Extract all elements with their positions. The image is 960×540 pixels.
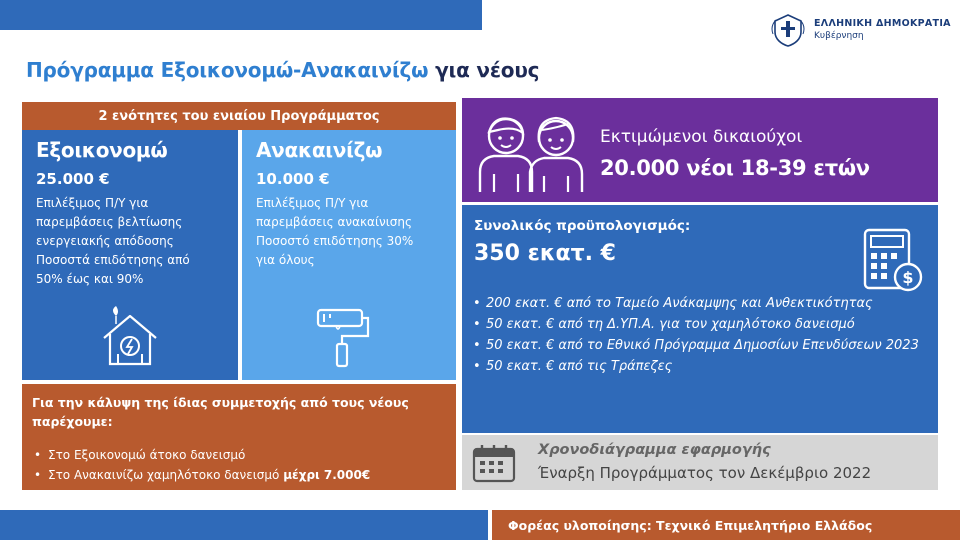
eksoikonomo-description [36,194,224,289]
participation-heading-line: παρέχουμε: [32,414,113,429]
budget-sources-list [472,293,932,377]
bottom-accent-bar [0,510,488,540]
beneficiaries-label: Εκτιμώμενοι δικαιούχοι [600,127,803,147]
budget-source-item: • 50 εκατ. € από το Εθνικό Πρόγραμμα Δημοσίων Επενδύσεων 2023 [472,335,932,356]
eksoikonomo-panel [22,130,238,380]
energy-house-icon [98,306,162,368]
eksoikonomo-line: 50% έως και 90% [36,272,144,286]
logo-text-secondary: Κυβέρνηση [814,31,864,41]
participation-heading-line: Για την κάλυψη της ίδιας συμμετοχής από τους νέους [32,395,409,410]
participation-item-emphasis: μέχρι 7.000€ [283,468,371,482]
participation-heading [32,393,446,431]
budget-label: Συνολικός προϋπολογισμός: [474,218,691,234]
eksoikonomo-line: παρεμβάσεις βελτίωσης [36,215,183,229]
eksoikonomo-amount: 25.000 € [36,170,110,188]
participation-item-text: Στο Ανακαινίζω χαμηλότοκο δανεισμό [48,468,284,482]
participation-list [32,445,446,485]
anakainizo-line: παρεμβάσεις ανακαίνισης [256,215,413,229]
calendar-icon [472,443,518,483]
anakainizo-description [256,194,442,270]
svg-text:$: $ [902,268,914,287]
anakainizo-line: για όλους [256,253,315,267]
participation-box [22,384,456,490]
page-title-main: Πρόγραμμα Εξοικονομώ-Ανακαινίζω [26,58,429,82]
budget-box [462,205,938,433]
budget-source-item: • 50 εκατ. € από τη Δ.ΥΠ.Α. για τον χαμηλότοκο δανεισμό [472,314,932,335]
budget-source-item: • 50 εκατ. € από τις Τράπεζες [472,356,932,377]
page-title [26,58,539,82]
people-icon [472,108,590,194]
eksoikonomo-line: Ποσοστά επιδότησης από [36,253,190,267]
timeline-label: Χρονοδιάγραμμα εφαρμογής [538,442,771,458]
greek-emblem-icon [770,12,806,48]
budget-value: 350 εκατ. € [474,241,616,266]
top-accent-bar [0,0,482,30]
logo-text-primary: ΕΛΛΗΝΙΚΗ ΔΗΜΟΚΡΑΤΙΑ [814,18,951,29]
page-title-suffix: για νέους [435,58,540,82]
paint-roller-icon [314,304,374,370]
anakainizo-panel [242,130,456,380]
timeline-value: Έναρξη Προγράμματος τον Δεκέμβριο 2022 [538,464,872,482]
beneficiaries-value: 20.000 νέοι 18-39 ετών [600,156,870,180]
calculator-money-icon [862,227,924,295]
sections-header: 2 ενότητες του ενιαίου Προγράμματος [22,102,456,130]
participation-item [32,465,446,485]
beneficiaries-box [462,98,938,202]
footer-implementing-body: Φορέας υλοποίησης: Τεχνικό Επιμελητήριο Ελλάδος [492,510,960,540]
eksoikonomo-title: Εξοικονομώ [36,138,168,162]
budget-source-item: • 200 εκατ. € από το Ταμείο Ανάκαμψης και Ανθεκτικότητας [472,293,932,314]
timeline-box [462,435,938,490]
anakainizo-line: Επιλέξιμος Π/Υ για [256,196,369,210]
participation-item: • Στο Εξοικονομώ άτοκο δανεισμό [32,445,446,465]
eksoikonomo-line: ενεργειακής απόδοσης [36,234,174,248]
anakainizo-title: Ανακαινίζω [256,138,383,162]
eksoikonomo-line: Επιλέξιμος Π/Υ για [36,196,149,210]
anakainizo-line: Ποσοστό επιδότησης 30% [256,234,414,248]
anakainizo-amount: 10.000 € [256,170,330,188]
